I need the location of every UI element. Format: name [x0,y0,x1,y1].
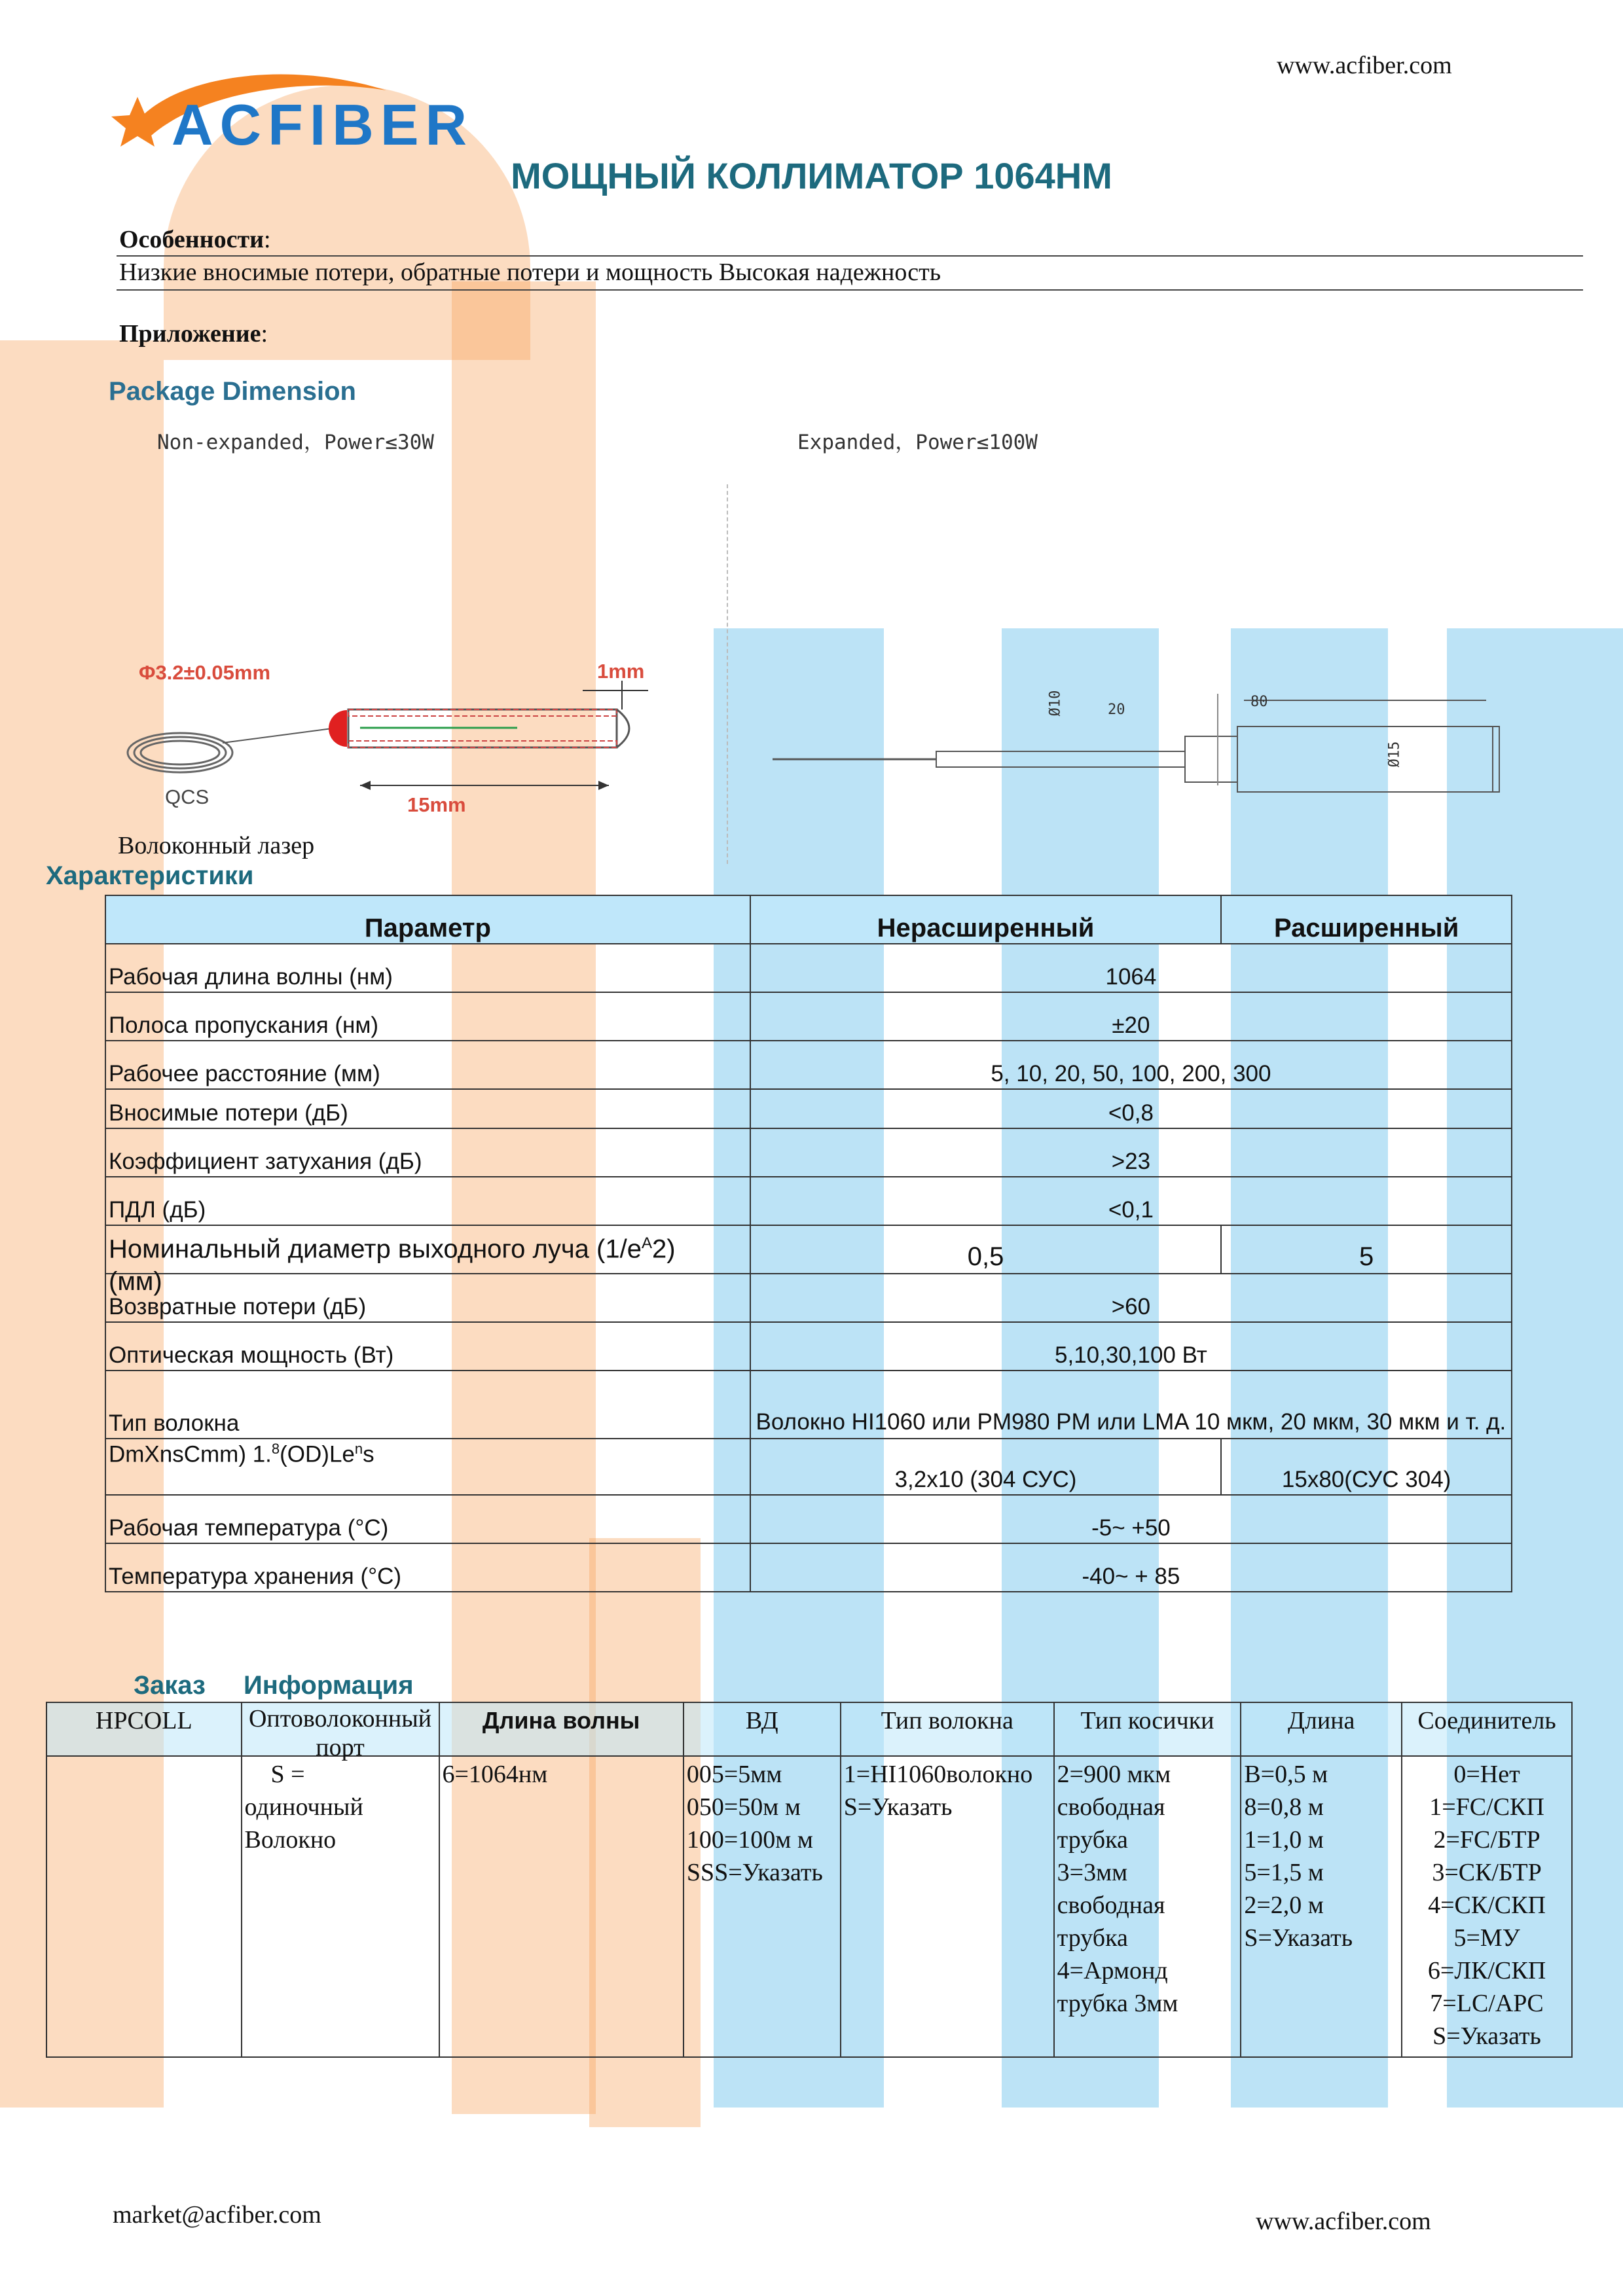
list-item: свободная [1057,1793,1165,1821]
features-text: Низкие вносимые потери, обратные потери и мощность Высокая надежность [119,259,941,286]
value-cell: 3,2x10 (304 СУС) [750,1439,1221,1495]
list-item: B=0,5 м [1244,1761,1328,1788]
param-cell: Рабочая температура (°C) [105,1495,750,1543]
list-item: 005=5мм [686,1761,782,1788]
param-cell: Рабочая длина волны (нм) [105,944,750,992]
order-table [46,1702,1573,2058]
value-cell: <0,8 [750,1089,1512,1128]
param-cell: Полоса пропускания (нм) [105,992,750,1041]
order-header-cell: Тип косички [1054,1702,1241,1756]
table-row [105,1089,1512,1128]
left-drawing-caption: Non-expanded，Power≤30W [157,431,434,454]
table-row [105,992,1512,1041]
order-header-cell: Длина [1241,1702,1402,1756]
order-cell [1402,1756,1572,2057]
dim-param-b: (OD)Le [280,1441,355,1467]
features-label [119,225,271,254]
order-cell [1241,1756,1402,2057]
list-item: 100=100м м [686,1826,813,1854]
order-title-b: Информация [244,1671,414,1700]
list-item: 050=50м м [686,1793,801,1821]
beam-param-sup: A [641,1234,652,1252]
param-cell: Коэффициент затухания (дБ) [105,1128,750,1177]
application-label [119,319,268,348]
table-row [105,1495,1512,1543]
gap-label: 1mm [597,660,645,683]
list-item: трубка 3мм [1057,1990,1178,2017]
list-item: 1=1,0 м [1244,1826,1324,1854]
list-item: S=Указать [1432,2022,1541,2050]
list-item: Волокно [244,1826,337,1854]
length-label: 15mm [407,793,466,816]
beam-param-text: Номинальный диаметр выходного луча (1/e [109,1234,642,1264]
d10-label: Ø10 [1047,690,1064,717]
list-item: 3=СК/БТР [1432,1859,1542,1886]
param-cell: Вносимые потери (дБ) [105,1089,750,1128]
table-row [105,1128,1512,1177]
application-label-text: Приложение [119,320,261,348]
list-item: свободная [1057,1892,1165,1919]
header-url[interactable]: www.acfiber.com [1277,52,1452,79]
table-row [105,1177,1512,1225]
list-item: 2=900 мкм [1057,1761,1171,1788]
dim-param-sup2: n [354,1441,363,1457]
param-cell [105,1225,750,1297]
list-item: 4=СК/СКП [1428,1892,1546,1919]
d15-label: Ø15 [1386,741,1403,768]
dim-param-sup1: 8 [271,1441,280,1457]
list-item: S=Указать [843,1793,953,1821]
beam-param-tail: 2) [651,1234,676,1264]
value-cell: 0,5 [750,1225,1221,1274]
drawing-divider [727,484,728,864]
list-item: 0=Нет [1453,1761,1520,1788]
value-cell: -5~ +50 [750,1495,1512,1543]
logo-text: ACFIBER [172,92,474,157]
list-item: 1=FC/СКП [1429,1793,1544,1821]
value-cell: 5,10,30,100 Вт [750,1322,1512,1371]
features-colon: : [264,226,271,253]
order-header-cell: Тип волокна [841,1702,1054,1756]
list-item: 5=1,5 м [1244,1859,1324,1886]
order-title-a: Заказ [134,1671,206,1700]
value-cell: -40~ + 85 [750,1543,1512,1592]
divider [117,289,1583,291]
list-item: 4=Армонд [1057,1957,1168,1984]
order-header-cell: Соединитель [1402,1702,1572,1756]
value-cell: <0,1 [750,1177,1512,1225]
application-colon: : [261,320,268,348]
right-drawing-caption: Expanded，Power≤100W [797,431,1038,454]
dia-label: Φ3.2±0.05mm [139,661,271,684]
list-item: 2=2,0 м [1244,1892,1324,1919]
param-cell: ПДЛ (дБ) [105,1177,750,1225]
footer-url[interactable]: www.acfiber.com [1256,2208,1431,2235]
page-title: МОЩНЫЙ КОЛЛИМАТОР 1064НМ [511,155,1112,196]
list-item: одиночный [244,1793,363,1821]
table-row [105,1274,1512,1322]
value-cell: 5 [1221,1225,1512,1274]
expanded-drawing [773,681,1414,812]
list-item: трубка [1057,1826,1128,1854]
order-header-cell: ВД [684,1702,841,1756]
order-cell [841,1756,1054,2057]
list-item: трубка [1057,1924,1128,1952]
qcs-label: QCS [165,785,210,808]
order-header-fiber-port: Оптоволоконный порт [248,1705,432,1761]
list-item: S=Указать [1244,1924,1353,1952]
value-cell: ±20 [750,992,1512,1041]
order-cell [684,1756,841,2057]
order-cell [439,1756,684,2057]
header-cell: Параметр [105,895,750,944]
value-cell: 5, 10, 20, 50, 100, 200, 300 [750,1041,1512,1089]
value-cell: >23 [750,1128,1512,1177]
list-item: 5=МУ [1453,1924,1520,1952]
table-row [105,1543,1512,1592]
order-cell [46,1756,242,2057]
param-cell: Рабочее расстояние (мм) [105,1041,750,1089]
order-options-row [46,1756,1572,2057]
param-cell: Оптическая мощность (Вт) [105,1322,750,1371]
logo [111,51,478,156]
value-cell: 1064 [750,944,1512,992]
fiber-laser-label: Волоконный лазер [118,832,315,859]
order-cell [242,1756,439,2057]
list-item: 7=LC/APC [1430,1990,1544,2017]
value-cell: 15x80(СУС 304) [1221,1439,1512,1495]
list-item: 2=FC/БТР [1433,1826,1541,1854]
order-header-row [46,1702,1572,1756]
footer-email[interactable]: market@acfiber.com [113,2201,321,2229]
header-cell: Нерасширенный [750,895,1221,944]
divider [117,255,1583,257]
param-cell: Температура хранения (°C) [105,1543,750,1592]
order-header-cell: HPCOLL [46,1702,242,1756]
order-header-cell: Длина волны [439,1702,684,1756]
param-cell [105,1439,750,1495]
order-header-cell [242,1702,439,1761]
list-item: 6=1064нм [442,1761,548,1788]
features-label-text: Особенности [119,226,264,253]
characteristics-title: Характеристики [46,861,254,890]
spec-table [105,895,1512,1592]
table-row [105,1439,1512,1495]
list-item: 6=ЛК/СКП [1427,1957,1546,1984]
beam-param-cut: (мм) [109,1267,162,1297]
list-item: 1=HI1060волокно [843,1761,1033,1788]
header-cell: Расширенный [1221,895,1512,944]
table-row [105,944,1512,992]
table-header-row [105,895,1512,944]
order-cell [1054,1756,1241,2057]
table-row [105,1371,1512,1439]
value-cell: Волокно HI1060 или PM980 PM или LMA 10 мкм, 20 мкм, 30 мкм и т. д. [750,1371,1512,1439]
param-cell: Возвратные потери (дБ) [105,1274,750,1322]
dim-param-a: DmXnsCmm) 1. [109,1441,272,1467]
list-item: SSS=Указать [686,1859,823,1886]
list-item: S = [270,1761,305,1788]
table-row [105,1041,1512,1089]
list-item: 8=0,8 м [1244,1793,1324,1821]
value-cell: >60 [750,1274,1512,1322]
l80-label: 80 [1250,694,1268,710]
list-item: 3=3мм [1057,1859,1128,1886]
table-row [105,1322,1512,1371]
package-dimension-title: Package Dimension [109,377,356,406]
dim-param-c: s [363,1441,374,1467]
table-row [105,1225,1512,1274]
l20-label: 20 [1108,702,1125,718]
param-cell: Тип волокна [105,1371,750,1439]
